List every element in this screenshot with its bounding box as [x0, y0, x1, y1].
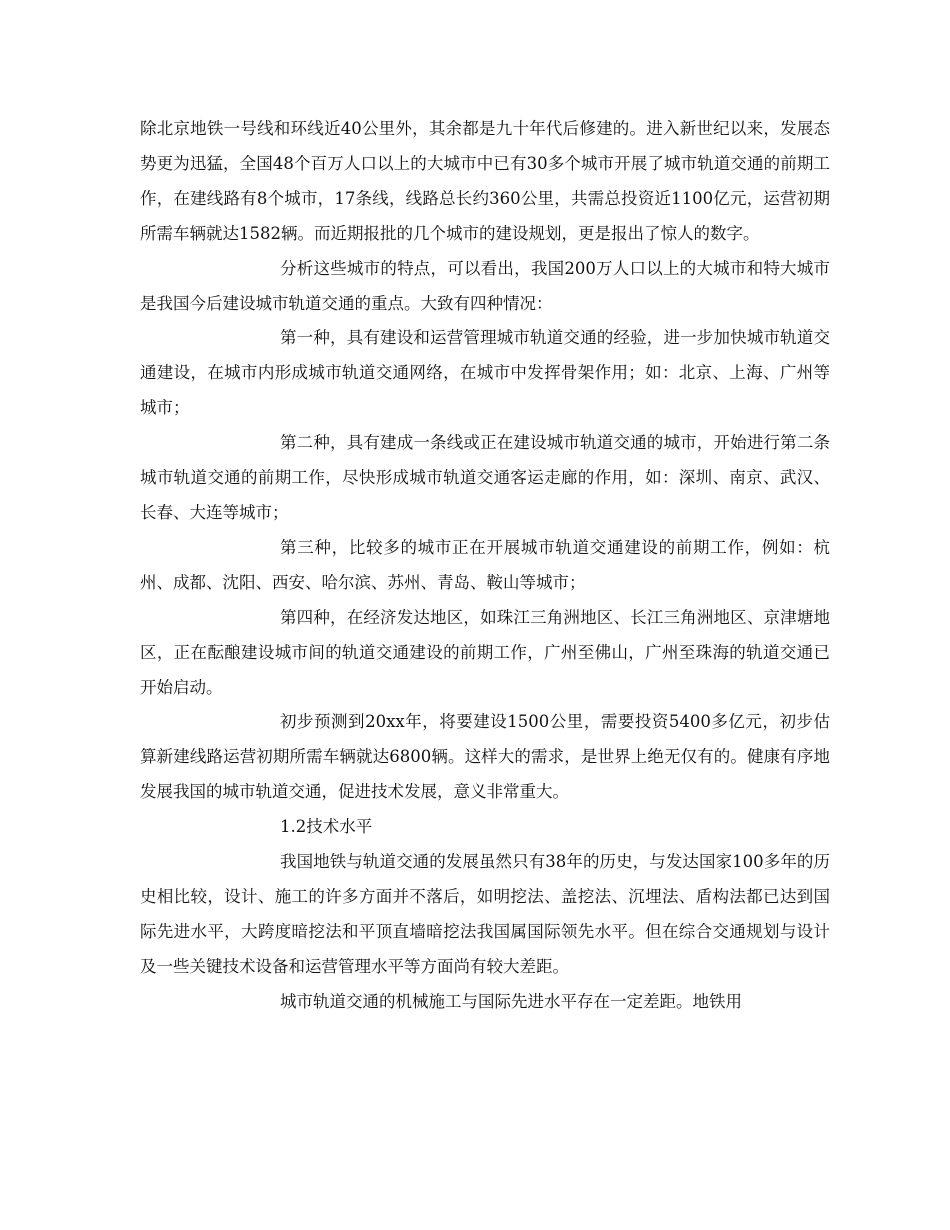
- paragraph-type-one: 第一种，具有建设和运营管理城市轨道交通的经验，进一步加快城市轨道交通建设，在城市内形成城市轨道交通网络，在城市中发挥骨架作用；如：北京、上海、广州等城市；: [140, 328, 830, 418]
- paragraph-mechanical-construction: 城市轨道交通的机械施工与国际先进水平存在一定差距。地铁用: [280, 991, 742, 1011]
- section-heading-technical-level: 1.2技术水平: [280, 817, 373, 837]
- paragraph-technical-level: 我国地铁与轨道交通的发展虽然只有38年的历史，与发达国家100多年的历史相比较，设计、施工的许多方面并不落后，如明挖法、盖挖法、沉埋法、盾构法都已达到国际先进水平，大跨度暗挖法和平顶直墙暗挖法我国属国际领先水平。但在综合交通规划与设计及一些关键技术设备和运营管理水平等方面尚有较大差距。: [140, 852, 830, 976]
- document-page: [140, 112, 830, 1020]
- paragraph-forecast: 初步预测到20xx年，将要建设1500公里，需要投资5400多亿元，初步估算新建线路运营初期所需车辆就达6800辆。这样大的需求，是世界上绝无仅有的。健康有序地发展我国的城市轨道交通，促进技术发展，意义非常重大。: [140, 712, 830, 802]
- paragraph-history: 除北京地铁一号线和环线近40公里外，其余都是九十年代后修建的。进入新世纪以来，发展态势更为迅猛，全国48个百万人口以上的大城市中已有30多个城市开展了城市轨道交通的前期工作，在建线路有8个城市，17条线，线路总长约360公里，共需总投资近1100亿元，运营初期所需车辆就达1582辆。而近期报批的几个城市的建设规划，更是报出了惊人的数字。: [140, 119, 830, 243]
- paragraph-type-three: 第三种，比较多的城市正在开展城市轨道交通建设的前期工作，例如：杭州、成都、沈阳、西安、哈尔滨、苏州、青岛、鞍山等城市；: [140, 537, 830, 592]
- paragraph-type-four: 第四种，在经济发达地区，如珠江三角洲地区、长江三角洲地区、京津塘地区，正在酝酿建设城市间的轨道交通建设的前期工作，广州至佛山，广州至珠海的轨道交通已开始启动。: [140, 607, 830, 697]
- paragraph-city-analysis: 分析这些城市的特点，可以看出，我国200万人口以上的大城市和特大城市是我国今后建设城市轨道交通的重点。大致有四种情况：: [140, 258, 830, 313]
- paragraph-type-two: 第二种，具有建成一条线或正在建设城市轨道交通的城市，开始进行第二条城市轨道交通的前期工作，尽快形成城市轨道交通客运走廊的作用，如：深圳、南京、武汉、长春、大连等城市；: [140, 433, 830, 522]
